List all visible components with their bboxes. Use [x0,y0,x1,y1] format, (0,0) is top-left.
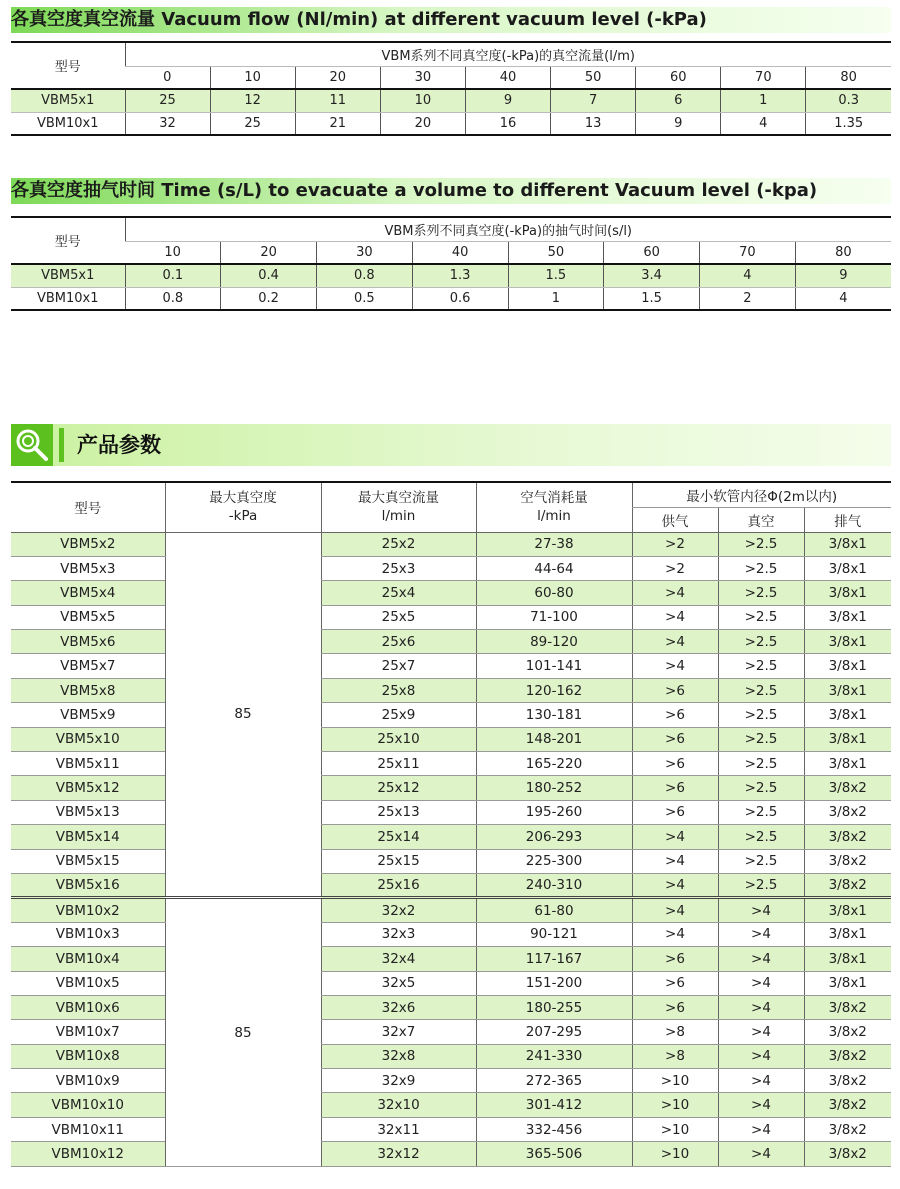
exhaust-hose-cell: 3/8x2 [804,1117,891,1141]
level-header: 30 [380,66,465,89]
evacuation-time-table [11,216,891,311]
max-flow-cell: 32x8 [321,1044,476,1068]
table-row [11,1117,891,1141]
max-flow-cell: 25x3 [321,556,476,580]
max-flow-cell: 25x6 [321,630,476,654]
table-row [11,1142,891,1166]
vacuum-hose-cell: >2.5 [718,873,804,897]
supply-hose-cell: >2 [632,556,718,580]
value-cell: 1.5 [604,287,700,310]
model-cell: VBM5x2 [11,532,165,556]
air-consumption-cell: 301-412 [476,1093,632,1117]
model-cell: VBM5x15 [11,849,165,873]
model-cell: VBM5x4 [11,581,165,605]
max-flow-cell: 25x11 [321,752,476,776]
air-consumption-cell: 101-141 [476,654,632,678]
value-cell: 0.8 [125,287,221,310]
value-cell: 1 [721,89,806,112]
supply-hose-cell: >6 [632,971,718,995]
table-row [11,1044,891,1068]
value-cell: 7 [551,89,636,112]
max-flow-cell: 25x5 [321,605,476,629]
table-row [11,922,891,946]
vacuum-hose-cell: >2.5 [718,556,804,580]
exhaust-hose-cell: 3/8x1 [804,898,891,922]
air-consumption-cell: 44-64 [476,556,632,580]
air-consumption-unit: l/min [537,508,571,525]
level-header: 80 [806,66,891,89]
vacuum-hose-cell: >2.5 [718,605,804,629]
supply-hose-cell: >6 [632,995,718,1019]
level-header: 20 [295,66,380,89]
table-row [11,581,891,605]
level-header: 30 [317,241,413,264]
table-row [11,89,891,112]
model-cell: VBM5x8 [11,678,165,702]
level-header: 0 [125,66,210,89]
value-cell: 0.8 [317,264,413,287]
vacuum-hose-cell: >4 [718,1093,804,1117]
air-consumption-cell: 60-80 [476,581,632,605]
model-header: 型号 [11,42,125,89]
air-consumption-cell: 206-293 [476,825,632,849]
max-vacuum-cell: 85 [165,532,321,898]
max-flow-cell: 25x2 [321,532,476,556]
max-flow-cell: 25x7 [321,654,476,678]
value-cell: 1.35 [806,112,891,135]
exhaust-hose-cell: 3/8x2 [804,1044,891,1068]
air-consumption-cell: 89-120 [476,630,632,654]
product-params-table [11,481,891,1167]
model-cell: VBM5x7 [11,654,165,678]
value-cell: 4 [721,112,806,135]
level-header: 70 [721,66,806,89]
level-header: 40 [465,66,550,89]
supply-hose-cell: >10 [632,1117,718,1141]
table-row [11,971,891,995]
model-cell: VBM5x3 [11,556,165,580]
value-cell: 25 [210,112,295,135]
level-header: 50 [508,241,604,264]
model-cell: VBM10x6 [11,995,165,1019]
supply-hose-cell: >6 [632,947,718,971]
value-cell: 9 [636,112,721,135]
max-flow-cell: 32x4 [321,947,476,971]
supply-hose-cell: >10 [632,1093,718,1117]
max-flow-cell: 32x5 [321,971,476,995]
table-row [11,727,891,751]
max-vacuum-cell: 85 [165,898,321,1166]
exhaust-hose-cell: 3/8x1 [804,947,891,971]
air-consumption-cell: 27-38 [476,532,632,556]
level-header: 60 [604,241,700,264]
vacuum-hose-cell: >4 [718,1044,804,1068]
air-consumption-cell: 117-167 [476,947,632,971]
magnifier-icon [11,424,53,466]
supply-hose-cell: >8 [632,1020,718,1044]
air-consumption-cell: 71-100 [476,605,632,629]
air-consumption-cell: 365-506 [476,1142,632,1166]
vacuum-flow-table [11,41,891,136]
air-consumption-cell: 225-300 [476,849,632,873]
model-cell: VBM5x9 [11,703,165,727]
max-flow-cell: 25x16 [321,873,476,897]
exhaust-hose-cell: 3/8x1 [804,532,891,556]
air-consumption-cell: 148-201 [476,727,632,751]
model-cell: VBM5x11 [11,752,165,776]
max-flow-cell: 32x6 [321,995,476,1019]
model-cell: VBM5x6 [11,630,165,654]
model-cell: VBM10x4 [11,947,165,971]
vacuum-hose-cell: >4 [718,1069,804,1093]
value-cell: 0.6 [412,287,508,310]
supply-hose-cell: >6 [632,703,718,727]
model-cell: VBM10x9 [11,1069,165,1093]
level-header: 40 [412,241,508,264]
max-flow-header [321,482,476,532]
supply-hose-cell: >4 [632,849,718,873]
supply-hose-cell: >10 [632,1142,718,1166]
section3-title: 产品参数 [77,433,161,457]
vacuum-hose-cell: >2.5 [718,849,804,873]
exhaust-hose-cell: 3/8x1 [804,654,891,678]
vacuum-hose-cell: >2.5 [718,654,804,678]
table-row [11,703,891,727]
supply-hose-cell: >4 [632,630,718,654]
supply-hose-cell: >10 [632,1069,718,1093]
air-consumption-cell: 195-260 [476,800,632,824]
vacuum-hose-cell: >4 [718,971,804,995]
table-row [11,995,891,1019]
table-row [11,532,891,556]
level-header: 80 [795,241,891,264]
air-consumption-cell: 207-295 [476,1020,632,1044]
air-consumption-cell: 180-252 [476,776,632,800]
max-flow-cell: 25x15 [321,849,476,873]
vacuum-hose-cell: >4 [718,898,804,922]
air-consumption-cell: 120-162 [476,678,632,702]
level-header: 20 [221,241,317,264]
value-cell: 16 [465,112,550,135]
air-consumption-cell: 90-121 [476,922,632,946]
table-row [11,1093,891,1117]
exhaust-hose-cell: 3/8x2 [804,1069,891,1093]
air-consumption-cell: 241-330 [476,1044,632,1068]
value-cell: 13 [551,112,636,135]
table-row [11,752,891,776]
level-header: 10 [125,241,221,264]
table-row [11,800,891,824]
exhaust-hose-cell: 3/8x2 [804,800,891,824]
vacuum-hose-cell: >2.5 [718,630,804,654]
exhaust-hose-cell: 3/8x2 [804,995,891,1019]
air-consumption-cell: 332-456 [476,1117,632,1141]
max-flow-cell: 25x14 [321,825,476,849]
max-vacuum-header [165,482,321,532]
product-params-header [11,424,891,466]
value-cell: 0.1 [125,264,221,287]
air-consumption-cell: 61-80 [476,898,632,922]
exhaust-hose-cell: 3/8x2 [804,849,891,873]
exhaust-hose-cell: 3/8x1 [804,703,891,727]
model-header: 型号 [11,217,125,264]
table-row [11,898,891,922]
model-header: 型号 [11,482,165,532]
vacuum-hose-cell: >2.5 [718,703,804,727]
air-consumption-cell: 151-200 [476,971,632,995]
value-cell: 2 [700,287,796,310]
vacuum-hose-cell: >4 [718,947,804,971]
air-consumption-header [476,482,632,532]
table-row [11,873,891,897]
max-flow-label: 最大真空流量 [358,490,439,507]
exhaust-hose-cell: 3/8x2 [804,1020,891,1044]
value-cell: 4 [795,287,891,310]
model-cell: VBM10x11 [11,1117,165,1141]
supply-hose-cell: >6 [632,727,718,751]
max-vacuum-unit: -kPa [228,508,258,525]
model-cell: VBM10x1 [11,287,125,310]
vacuum-hose-cell: >2.5 [718,800,804,824]
vacuum-hose-cell: >4 [718,995,804,1019]
value-cell: 21 [295,112,380,135]
model-cell: VBM5x14 [11,825,165,849]
exhaust-hose-cell: 3/8x1 [804,605,891,629]
value-cell: 20 [380,112,465,135]
vacuum-hose-cell: >4 [718,1142,804,1166]
air-consumption-cell: 130-181 [476,703,632,727]
table-row [11,849,891,873]
value-cell: 6 [636,89,721,112]
max-flow-cell: 25x12 [321,776,476,800]
exhaust-hose-cell: 3/8x2 [804,825,891,849]
table-row [11,112,891,135]
title-accent-bar [59,428,64,462]
exhaust-hose-cell: 3/8x2 [804,1142,891,1166]
value-cell: 0.4 [221,264,317,287]
max-flow-cell: 32x2 [321,898,476,922]
level-header: 70 [700,241,796,264]
value-cell: 11 [295,89,380,112]
vacuum-hose-cell: >2.5 [718,776,804,800]
max-flow-cell: 25x10 [321,727,476,751]
exhaust-hose-cell: 3/8x1 [804,556,891,580]
air-consumption-label: 空气消耗量 [520,490,588,507]
air-consumption-cell: 272-365 [476,1069,632,1093]
exhaust-hose-cell: 3/8x1 [804,922,891,946]
value-cell: 0.3 [806,89,891,112]
table-row [11,556,891,580]
supply-hose-cell: >6 [632,800,718,824]
exhaust-hose-cell: 3/8x1 [804,971,891,995]
table-row [11,1020,891,1044]
vacuum-hose-cell: >2.5 [718,532,804,556]
max-flow-cell: 32x3 [321,922,476,946]
supply-hose-cell: >4 [632,654,718,678]
value-cell: 12 [210,89,295,112]
max-vacuum-label: 最大真空度 [209,490,277,507]
model-cell: VBM10x5 [11,971,165,995]
value-cell: 9 [795,264,891,287]
supply-hose-cell: >4 [632,581,718,605]
table-row [11,947,891,971]
level-header: 60 [636,66,721,89]
value-cell: 10 [380,89,465,112]
supply-hose-cell: >4 [632,922,718,946]
exhaust-hose-cell: 3/8x2 [804,1093,891,1117]
table-row [11,776,891,800]
vacuum-hose-cell: >2.5 [718,678,804,702]
supply-hose-cell: >4 [632,898,718,922]
table-row [11,264,891,287]
supply-hose-cell: >4 [632,873,718,897]
max-flow-cell: 25x13 [321,800,476,824]
air-consumption-cell: 240-310 [476,873,632,897]
model-cell: VBM5x12 [11,776,165,800]
supply-hose-cell: >6 [632,776,718,800]
exhaust-hose-cell: 3/8x2 [804,873,891,897]
section1-title: 各真空度真空流量 Vacuum flow (Nl/min) at different vacuum level (-kPa) [11,9,707,30]
vacuum-hose-cell: >4 [718,1020,804,1044]
value-cell: 9 [465,89,550,112]
supply-hose-cell: >4 [632,825,718,849]
model-cell: VBM5x1 [11,264,125,287]
air-consumption-cell: 180-255 [476,995,632,1019]
model-cell: VBM10x12 [11,1142,165,1166]
max-flow-cell: 32x9 [321,1069,476,1093]
model-cell: VBM10x3 [11,922,165,946]
exhaust-hose-cell: 3/8x1 [804,678,891,702]
air-consumption-cell: 165-220 [476,752,632,776]
vacuum-hose-cell: >2.5 [718,752,804,776]
vacuum-hose-cell: >2.5 [718,581,804,605]
value-cell: 0.5 [317,287,413,310]
section2-title: 各真空度抽气时间 Time (s/L) to evacuate a volume to different Vacuum level (-kpa) [11,180,818,201]
group-header: VBM系列不同真空度(-kPa)的真空流量(l/m) [125,42,891,66]
supply-hose-cell: >6 [632,752,718,776]
table-row [11,825,891,849]
max-flow-unit: l/min [381,508,416,525]
model-cell: VBM10x10 [11,1093,165,1117]
level-header: 50 [551,66,636,89]
table-row [11,654,891,678]
model-cell: VBM10x7 [11,1020,165,1044]
max-flow-cell: 32x11 [321,1117,476,1141]
table-row [11,605,891,629]
supply-hose-cell: >8 [632,1044,718,1068]
supply-hose-cell: >6 [632,678,718,702]
value-cell: 1 [508,287,604,310]
group-header: VBM系列不同真空度(-kPa)的抽气时间(s/l) [125,217,891,241]
vacuum-hose-cell: >2.5 [718,727,804,751]
level-header: 10 [210,66,295,89]
value-cell: 1.3 [412,264,508,287]
exhaust-hose-cell: 3/8x1 [804,630,891,654]
vacuum-hose-cell: >4 [718,922,804,946]
table-row [11,678,891,702]
model-cell: VBM5x5 [11,605,165,629]
model-cell: VBM10x2 [11,898,165,922]
max-flow-cell: 25x4 [321,581,476,605]
exhaust-header: 排气 [804,507,891,532]
value-cell: 4 [700,264,796,287]
vacuum-header: 真空 [718,507,804,532]
table-row [11,630,891,654]
max-flow-cell: 32x10 [321,1093,476,1117]
value-cell: 3.4 [604,264,700,287]
supply-header: 供气 [632,507,718,532]
max-flow-cell: 32x7 [321,1020,476,1044]
vacuum-hose-cell: >2.5 [718,825,804,849]
value-cell: 25 [125,89,210,112]
table-row [11,1069,891,1093]
model-cell: VBM5x10 [11,727,165,751]
supply-hose-cell: >2 [632,532,718,556]
exhaust-hose-cell: 3/8x1 [804,752,891,776]
supply-hose-cell: >4 [632,605,718,629]
model-cell: VBM10x8 [11,1044,165,1068]
value-cell: 32 [125,112,210,135]
vacuum-hose-cell: >4 [718,1117,804,1141]
model-cell: VBM5x16 [11,873,165,897]
exhaust-hose-cell: 3/8x2 [804,776,891,800]
table-row [11,287,891,310]
hose-group-header: 最小软管内径Φ(2m以内) [632,482,891,507]
model-cell: VBM10x1 [11,112,125,135]
model-cell: VBM5x13 [11,800,165,824]
model-cell: VBM5x1 [11,89,125,112]
value-cell: 1.5 [508,264,604,287]
max-flow-cell: 25x9 [321,703,476,727]
exhaust-hose-cell: 3/8x1 [804,581,891,605]
value-cell: 0.2 [221,287,317,310]
max-flow-cell: 25x8 [321,678,476,702]
exhaust-hose-cell: 3/8x1 [804,727,891,751]
max-flow-cell: 32x12 [321,1142,476,1166]
